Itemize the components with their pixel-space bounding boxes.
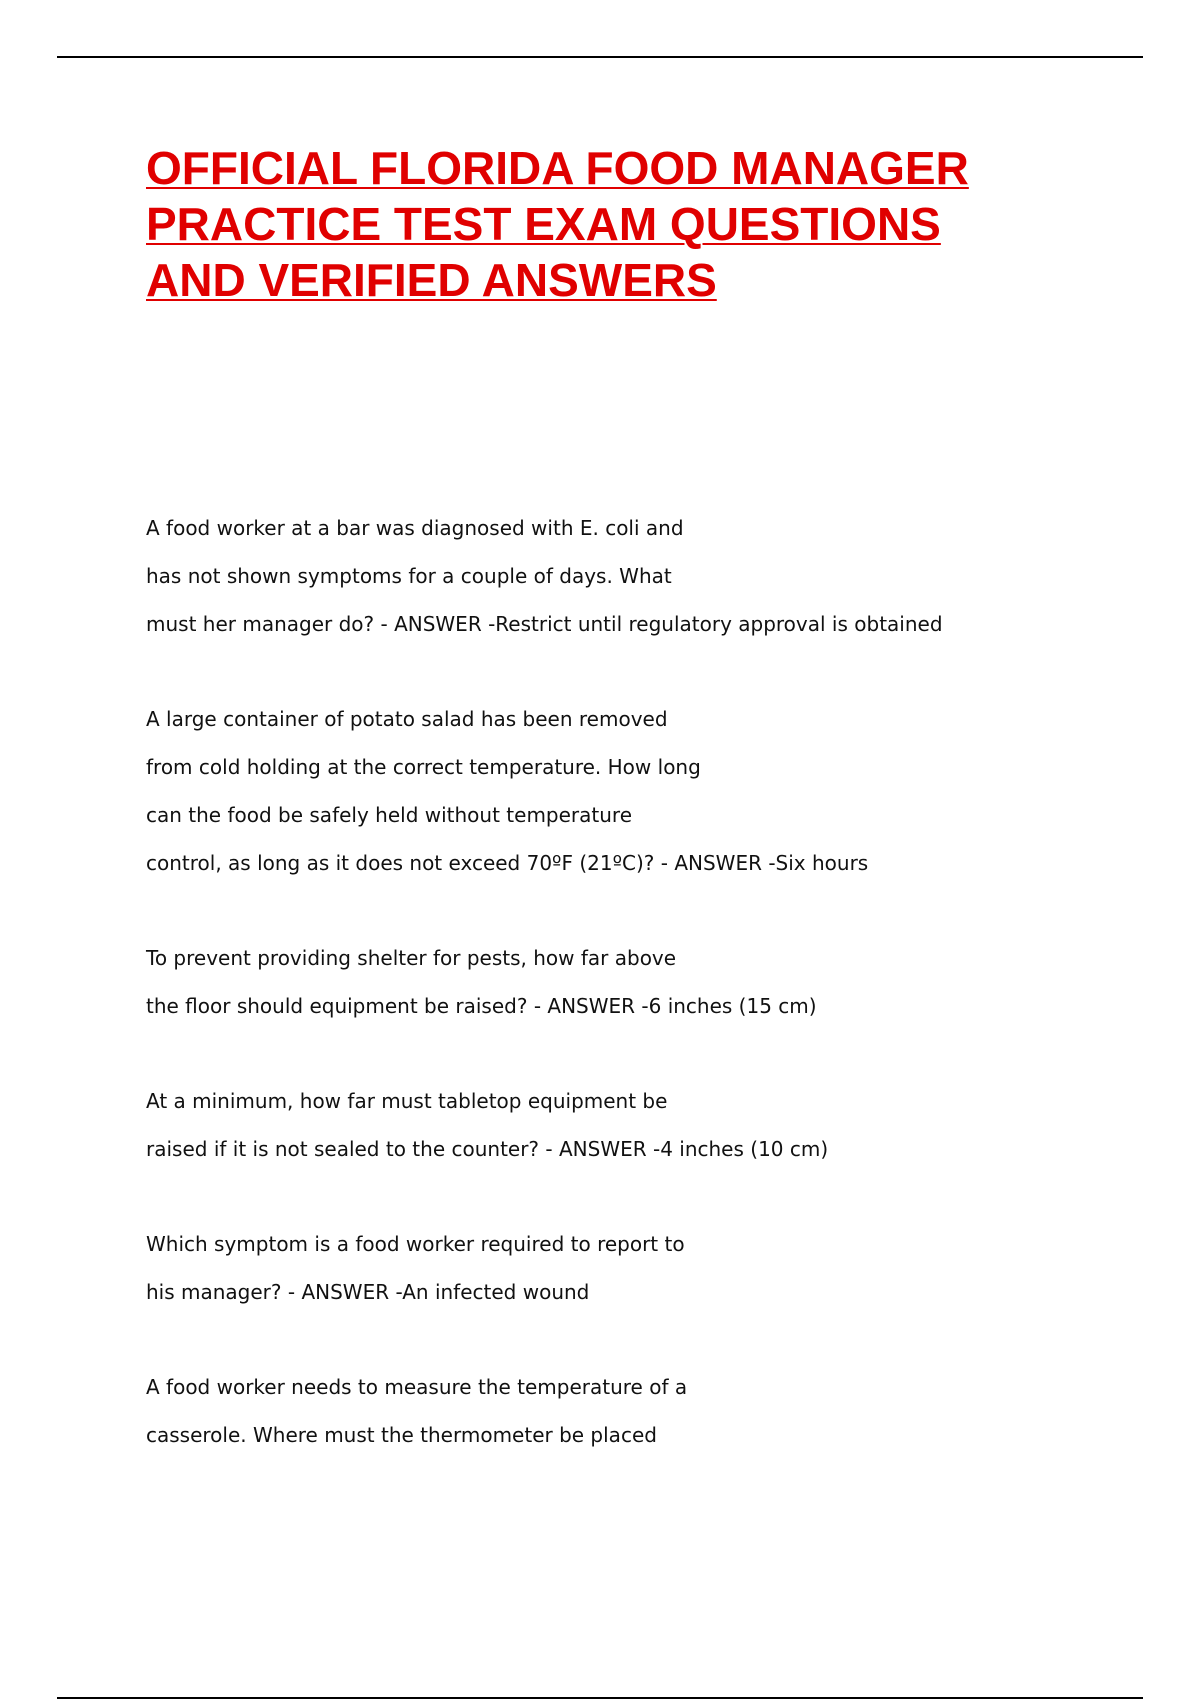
title-line: OFFICIAL FLORIDA FOOD MANAGER	[146, 142, 969, 194]
qa-text-line: the floor should equipment be raised? - ANSWER -6 inches (15 cm)	[146, 994, 817, 1018]
qa-text-line: has not shown symptoms for a couple of days. What	[146, 564, 672, 588]
qa-text-line: can the food be safely held without temperature	[146, 803, 633, 827]
qa-text-line: must her manager do? - ANSWER -Restrict until regulatory approval is obtained	[146, 612, 943, 636]
qa-text-line: A food worker needs to measure the temperature of a	[146, 1375, 688, 1399]
qa-item	[146, 1077, 1086, 1173]
qa-text-line: Which symptom is a food worker required to report to	[146, 1232, 685, 1256]
qa-text-line: from cold holding at the correct temperature. How long	[146, 755, 701, 779]
qa-text-line: his manager? - ANSWER -An infected wound	[146, 1280, 590, 1304]
qa-text-line: A large container of potato salad has been removed	[146, 707, 668, 731]
qa-item	[146, 934, 1086, 1030]
qa-item	[146, 1220, 1086, 1316]
title-line: PRACTICE TEST EXAM QUESTIONS	[146, 198, 941, 250]
document-title	[146, 140, 1086, 308]
header-divider	[57, 56, 1143, 58]
qa-item	[146, 504, 1086, 648]
qa-item	[146, 695, 1086, 887]
qa-text-line: At a minimum, how far must tabletop equipment be	[146, 1089, 668, 1113]
qa-list	[146, 504, 1086, 1459]
document-body	[146, 140, 1086, 1506]
qa-text-line: To prevent providing shelter for pests, how far above	[146, 946, 677, 970]
qa-text-line: raised if it is not sealed to the counter? - ANSWER -4 inches (10 cm)	[146, 1137, 829, 1161]
qa-item	[146, 1363, 1086, 1459]
footer-divider	[57, 1697, 1143, 1699]
title-line: AND VERIFIED ANSWERS	[146, 254, 717, 306]
qa-text-line: casserole. Where must the thermometer be placed	[146, 1423, 657, 1447]
qa-text-line: A food worker at a bar was diagnosed with E. coli and	[146, 516, 684, 540]
qa-text-line: control, as long as it does not exceed 70ºF (21ºC)? - ANSWER -Six hours	[146, 851, 869, 875]
